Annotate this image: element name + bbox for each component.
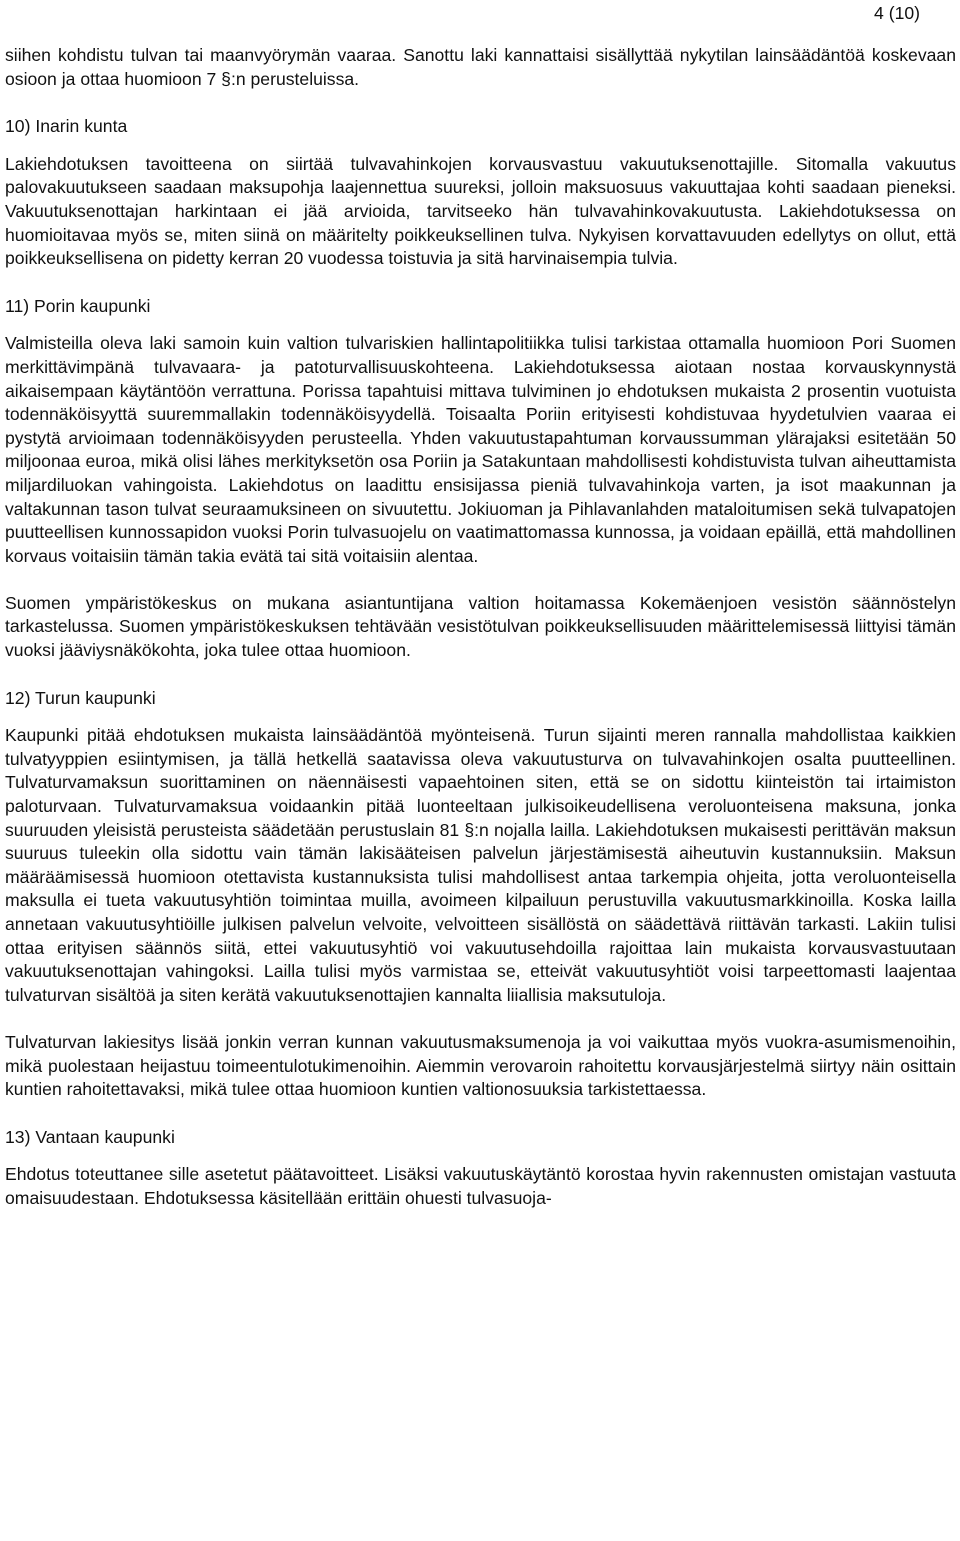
page-number: 4 (10) (874, 3, 920, 23)
section-heading-vantaa: 13) Vantaan kaupunki (5, 1126, 175, 1147)
document-body (5, 44, 956, 1211)
paragraph-intro: siihen kohdistu tulvan tai maanvyörymän vaaraa. Sanottu laki kannattaisi sisällyttää nykytilan lainsäädäntöä koskevaan osioon ja ottaa huomioon 7 §:n perusteluissa. (5, 45, 956, 89)
paragraph-inari: Lakiehdotuksen tavoitteena on siirtää tulvavahinkojen korvausvastuu vakuutuksenottajille. Sitomalla vakuutus palovakuutukseen saadaan maksupohja laajennettua suureksi, jolloin maksuosuus vakuuttajaa kohti saadaan pieneksi. Vakuutuksenottajan harkintaan ei jää arvioida, tarvitseeko hän tulvavahinkovakuutusta. Lakiehdotuksessa on huomioitavaa myös se, miten siinä on määritelty poikkeuksellinen tulva. Nykyisen korvattavuuden edellytys on ollut, että poikkeuksellisena on pidetty kerran 20 vuodessa toistuvia ja sitä harvinaisempia tulvia. (5, 153, 956, 269)
paragraph-turku-1: Kaupunki pitää ehdotuksen mukaista lainsäädäntöä myönteisenä. Turun sijainti meren rannalla mahdollistaa kaikkien tulvatyyppien esiintymisen, ja tällä hetkellä saatavissa oleva vakuutusturva on tulvavahinkojen osalta puutteellinen. Tulvaturvamaksun suorittaminen on näennäisesti vapaehtoinen siten, että se on sidottu kiinteistön tai irtaimiston paloturvaan. Tulvaturvamaksua voidaankin pitää luonteeltaan julkisoikeudellisena veroluonteisena maksuna, jonka suuruuden yleisistä perusteista säädetään perustuslain 81 §:n nojalla lailla. Lakiehdotuksen mukaisesti perittävän maksun suuruus tuleekin olla sidottu vain tämän lakisääteisen palvelun järjestämisestä aiheutuvin kustannuksiin. Maksun määräämisessä huomioon otettavista kustannuksista tulisi mahdollisest antaa tarkempia ohjeita, jotta veroluonteisella maksulla ei tueta vakuutusyhtiön toimintaa muilla, avoimeen kilpailuun perustuvilla vakuutusmarkkinoilla. Koska lailla annetaan vakuutusyhtiöille julkisen palvelun velvoite, velvoitteen sisällöstä on säädettävä riittävän tarkasti. Lakiin tulisi ottaa erityisen säännös siitä, ettei vakuutusyhtiö voi vakuutusehdoilla rajoittaa lain mukaista korvausvastuutaan vakuutuksenottajan vahingoksi. Lailla tulisi myös varmistaa se, etteivät vakuutusyhtiöt voisi tarpeettomasti laajentaa tulvaturvan sisältöä ja siten kerätä vakuutuksenottajien kannalta liiallisia maksutuloja. (5, 725, 956, 1005)
paragraph-pori-1: Valmisteilla oleva laki samoin kuin valtion tulvariskien hallintapolitiikka tulisi tarkistaa ottamalla huomioon Pori Suomen merkittävimpänä tulvavaara- ja patoturvallisuuskohteena. Lakiehdotuksessa aiotaan nostaa korvauskynnystä aikaisempaan käytäntöön verrattuna. Porissa tapahtuisi mittava tulviminen jo ehdotuksen mukaista 2 prosentin vuotuista todennäköisyyttä suuremmallakin todennäköisyydellä. Toisaalta Poriin erityisesti kohdistuvaa hyydetulvien vaaraa ei pystytä arvioimaan todennäköisyyden perusteella. Yhden vakuutustapahtuman korvaussumman ylärajaksi esitetään 50 miljoonaa euroa, mikä olisi lähes merkityksetön osa Poriin ja Satakuntaan mahdollisesti kohdistuvista tulvan aiheuttamista miljardiluokan vahingoista. Lakiehdotus on laadittu ensisijassa pieniä tulvavahinkoja varten, ja isot maakunnan ja valtakunnan tason tulvat seuraamuksineen on sivuutettu. Jokiuoman ja Pihlavanlahden mataloitumisen sekä tulvapatojen puutteellisen kunnossapidon vuoksi Porin tulvasuojelu on vaatimattomassa kunnossa, ja voidaan epäillä, että mahdollinen korvaus voitaisiin tämän takia evätä tai sitä voitaisiin alentaa. (5, 333, 956, 566)
paragraph-vantaa: Ehdotus toteuttanee sille asetetut päätavoitteet. Lisäksi vakuutuskäytäntö korostaa hyvin rakennusten omistajan vastuuta omaisuudestaan. Ehdotuksessa käsitellään erittäin ohuesti tulvasuoja- (5, 1164, 956, 1208)
section-heading-turku: 12) Turun kaupunki (5, 687, 156, 708)
paragraph-pori-2: Suomen ympäristökeskus on mukana asiantuntijana valtion hoitamassa Kokemäenjoen vesistön säännöstelyn tarkastelussa. Suomen ympäristökeskuksen tehtävään vesistötulvan poikkeuksellisuuden määrittelemisessä liittyisi tämän vuoksi jääviysnäkökohta, joka tulee ottaa huomioon. (5, 592, 956, 661)
paragraph-turku-2: Tulvaturvan lakiesitys lisää jonkin verran kunnan vakuutusmaksumenoja ja voi vaikuttaa myös vuokra-asumismenoihin, mikä puolestaan heijastuu toimeentulotukimenoihin. Aiemmin verovaroin rahoitettu korvausjärjestelmä siirtyy näin osittain kuntien rahoitettavaksi, mikä tulee ottaa huomioon kuntien valtionosuuksia tarkistettaessa. (5, 1031, 956, 1100)
section-heading-inari: 10) Inarin kunta (5, 116, 128, 137)
section-heading-pori: 11) Porin kaupunki (5, 295, 151, 316)
